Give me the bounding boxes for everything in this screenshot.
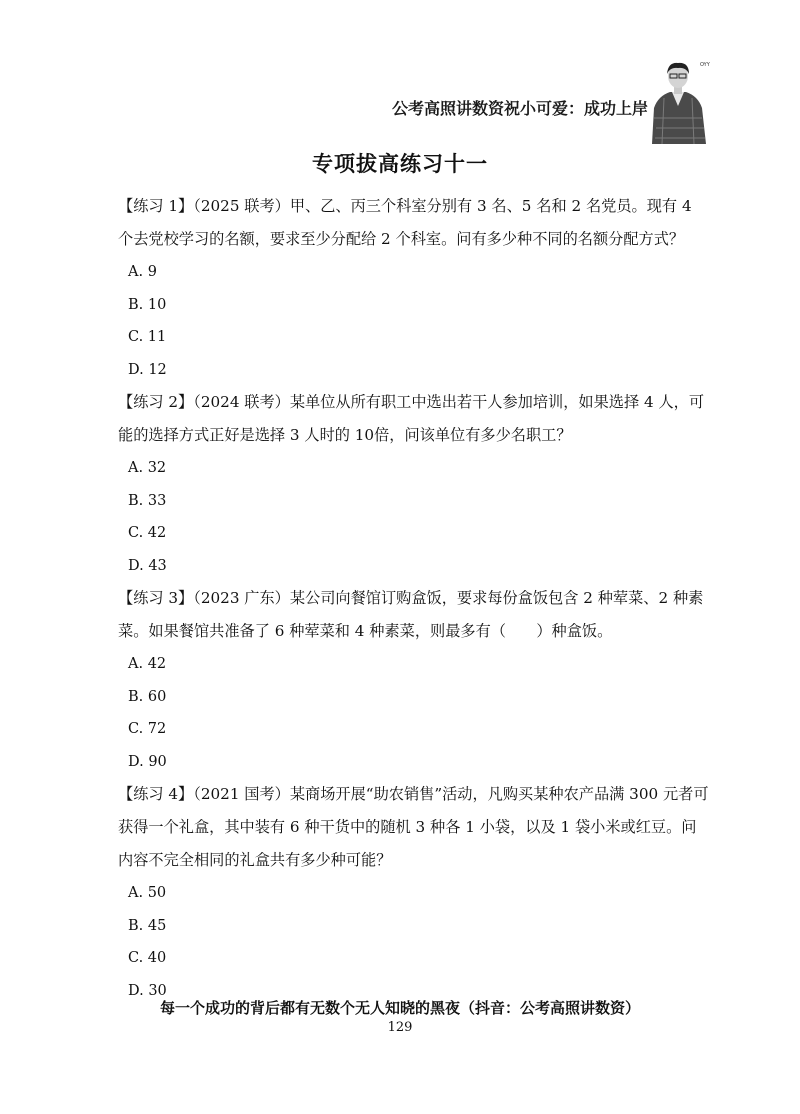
- option-a: A. 32: [128, 460, 167, 476]
- option-c: C. 72: [128, 721, 167, 737]
- footer-motto: 每一个成功的背后都有无数个无人知晓的黑夜（抖音：公考高照讲数资）: [159, 999, 640, 1017]
- page-title: 专项拔高练习十一: [312, 151, 488, 176]
- option-c: C. 11: [128, 329, 167, 345]
- option-d: D. 43: [128, 557, 167, 574]
- author-portrait: [648, 58, 708, 144]
- option-b: B. 33: [128, 492, 167, 509]
- option-b: B. 60: [128, 688, 167, 705]
- avatar-corner-text: OYY: [700, 62, 710, 68]
- exercise-item: [118, 386, 710, 582]
- exercise-list: [118, 190, 710, 1007]
- exercise-item: [118, 778, 710, 1007]
- header-slogan: 公考高照讲数资祝小可爱：成功上岸: [391, 99, 648, 118]
- option-c: C. 40: [128, 950, 167, 966]
- option-d: D. 90: [128, 753, 167, 770]
- exercise-item: [118, 190, 710, 386]
- page-number: 129: [387, 1020, 413, 1035]
- option-d: D. 30: [128, 982, 167, 999]
- question-text: 【练习 4】（2021 国考）某商场开展“助农销售”活动，凡购买某种农产品满 300 元者可获得一个礼盒，其中装有 6 种干货中的随机 3 种各 1 小袋，以及 1 袋小米或红豆。问内容不完全相同的礼盒共有多少种可能？: [118, 785, 709, 869]
- question-text: 【练习 3】（2023 广东）某公司向餐馆订购盒饭，要求每份盒饭包含 2 种荤菜、2 种素菜。如果餐馆共准备了 6 种荤菜和 4 种素菜，则最多有（ ）种盒饭。: [118, 589, 704, 640]
- question-text: 【练习 2】（2024 联考）某单位从所有职工中选出若干人参加培训，如果选择 4 人，可能的选择方式正好是选择 3 人时的 10倍，问该单位有多少名职工？: [118, 393, 705, 444]
- option-b: B. 45: [128, 917, 167, 934]
- option-a: A. 9: [128, 264, 157, 280]
- option-d: D. 12: [128, 361, 167, 378]
- option-a: A. 42: [128, 656, 167, 672]
- exercise-item: [118, 582, 710, 778]
- option-c: C. 42: [128, 525, 167, 541]
- option-b: B. 10: [128, 296, 167, 313]
- question-text: 【练习 1】（2025 联考）甲、乙、丙三个科室分别有 3 名、5 名和 2 名党员。现有 4 个去党校学习的名额，要求至少分配给 2 个科室。问有多少种不同的名额分配方式？: [118, 197, 692, 248]
- option-a: A. 50: [128, 885, 167, 901]
